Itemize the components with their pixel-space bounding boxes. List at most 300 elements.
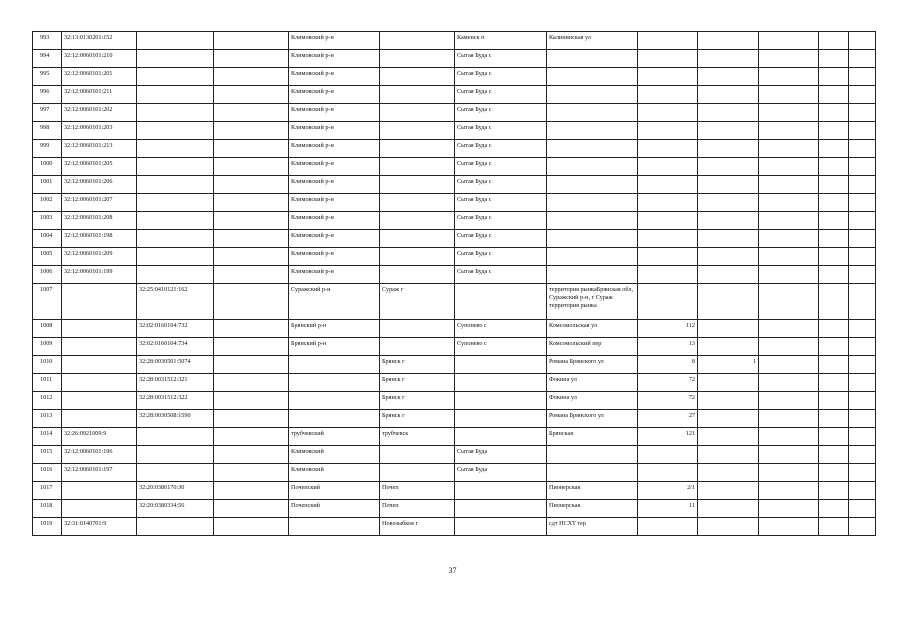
table-cell: Климовский р-н [289,50,380,68]
table-cell [455,518,547,536]
table-cell [698,500,759,518]
table-row [33,338,876,356]
table-cell: Климовский [289,446,380,464]
table-cell: Климовский р-н [289,122,380,140]
table-cell [759,446,819,464]
table-cell [380,50,455,68]
table-cell [547,194,638,212]
table-cell [380,266,455,284]
table-cell [849,158,876,176]
table-cell [455,428,547,446]
table-cell: Суражский р-н [289,284,380,320]
table-cell [759,86,819,104]
table-cell: Климовский р-н [289,68,380,86]
table-cell [819,446,849,464]
table-row [33,194,876,212]
table-cell [849,446,876,464]
table-row [33,320,876,338]
table-cell: Брянск г [380,392,455,410]
table-cell [849,212,876,230]
table-cell [214,410,289,428]
table-cell: 8 [638,356,698,374]
table-cell [214,374,289,392]
table-cell [759,212,819,230]
table-cell [638,158,698,176]
table-cell [214,50,289,68]
table-cell [819,50,849,68]
table-cell [698,176,759,194]
table-cell: 32:02:0160104:732 [137,320,214,338]
table-cell: 1012 [33,392,62,410]
table-cell: Сураж г [380,284,455,320]
table-cell [137,104,214,122]
table-cell [849,320,876,338]
table-cell: 72 [638,374,698,392]
table-cell [698,446,759,464]
table-cell [289,518,380,536]
table-cell: 1019 [33,518,62,536]
table-cell [849,356,876,374]
table-cell [849,392,876,410]
table-cell [547,158,638,176]
table-row [33,356,876,374]
table-cell [214,500,289,518]
table-cell [849,50,876,68]
table-cell [380,140,455,158]
table-cell [759,500,819,518]
table-cell [214,212,289,230]
table-cell: 995 [33,68,62,86]
table-cell [547,176,638,194]
table-cell [62,410,137,428]
table-cell [819,392,849,410]
table-cell [759,176,819,194]
table-cell [698,284,759,320]
table-cell: Пионерская [547,500,638,518]
table-cell [455,482,547,500]
table-row [33,410,876,428]
table-cell: 1016 [33,464,62,482]
table-row [33,230,876,248]
table-cell: 1009 [33,338,62,356]
table-cell [759,320,819,338]
table-cell: Каменск п [455,32,547,50]
table-cell: сдт НСХТ тер [547,518,638,536]
table-cell: 32:12:0060101:203 [62,122,137,140]
table-cell [380,122,455,140]
table-cell [849,464,876,482]
table-cell: Почеп [380,482,455,500]
table-row [33,86,876,104]
table-cell [698,50,759,68]
table-cell [638,194,698,212]
table-cell: Комсомольский пер [547,338,638,356]
table-cell [62,320,137,338]
table-cell: Брянский р-н [289,320,380,338]
table-cell: 32:12:0060101:197 [62,464,137,482]
table-cell: Фокина ул [547,392,638,410]
table-cell: Климовский р-н [289,194,380,212]
table-row [33,32,876,50]
table-cell [849,374,876,392]
table-cell: 1005 [33,248,62,266]
table-cell: Сытая Буда с [455,86,547,104]
table-cell: 32:02:0160104:734 [137,338,214,356]
table-row [33,104,876,122]
table-cell: Климовский р-н [289,266,380,284]
table-cell: Пионерская [547,482,638,500]
table-cell [819,122,849,140]
table-row [33,446,876,464]
table-cell [137,212,214,230]
table-row [33,428,876,446]
table-cell [698,482,759,500]
table-row [33,248,876,266]
table-cell [137,176,214,194]
table-cell [698,248,759,266]
table-cell [214,140,289,158]
table-cell [759,518,819,536]
table-row [33,122,876,140]
table-cell: Климовский р-н [289,32,380,50]
table-cell [759,230,819,248]
table-cell: 1018 [33,500,62,518]
table-cell: 32:20:0380170:30 [137,482,214,500]
registry-table-body [33,32,876,536]
table-cell [819,356,849,374]
table-cell [289,410,380,428]
table-cell [819,500,849,518]
table-cell: 32:12:0060101:198 [62,230,137,248]
table-cell [547,266,638,284]
table-cell [819,464,849,482]
table-cell: 32:12:0060101:207 [62,194,137,212]
table-cell [455,392,547,410]
table-cell [698,266,759,284]
table-cell [819,140,849,158]
table-cell: 994 [33,50,62,68]
table-cell [547,230,638,248]
table-cell: Сытая Буда с [455,158,547,176]
table-cell [849,104,876,122]
page-number: 37 [448,566,457,575]
table-cell [759,374,819,392]
table-cell [759,50,819,68]
table-cell [214,392,289,410]
table-cell [380,86,455,104]
table-cell: 1002 [33,194,62,212]
table-cell: Сытая Буда с [455,68,547,86]
table-row [33,500,876,518]
table-cell [698,320,759,338]
table-cell: Климовский р-н [289,176,380,194]
table-cell [849,230,876,248]
table-cell [214,86,289,104]
table-cell [698,410,759,428]
table-cell: 996 [33,86,62,104]
table-cell [214,248,289,266]
table-cell: 32:12:0060101:199 [62,266,137,284]
table-cell [137,266,214,284]
table-cell [759,356,819,374]
table-cell: Брянск г [380,356,455,374]
table-cell [759,194,819,212]
table-cell [698,464,759,482]
table-cell [759,122,819,140]
table-cell [819,320,849,338]
table-cell [214,104,289,122]
table-cell [137,518,214,536]
table-cell: 1017 [33,482,62,500]
table-cell: Сытая Буда с [455,104,547,122]
table-cell [380,176,455,194]
table-cell: 121 [638,428,698,446]
table-cell: Сытая Буда с [455,176,547,194]
table-cell: 1013 [33,410,62,428]
table-cell: 32:26:0921009:9 [62,428,137,446]
table-cell: Сытая Буда [455,446,547,464]
table-cell [547,212,638,230]
table-cell: Климовский [289,464,380,482]
table-cell [698,518,759,536]
table-cell: 1000 [33,158,62,176]
table-cell [380,464,455,482]
table-cell [759,140,819,158]
table-cell: 32:28:0030508:1590 [137,410,214,428]
table-cell [849,266,876,284]
table-cell [819,482,849,500]
table-cell: Брянский р-н [289,338,380,356]
table-cell: 11 [638,500,698,518]
table-cell: Сытая Буда с [455,230,547,248]
table-cell [547,104,638,122]
table-cell: 1001 [33,176,62,194]
table-row [33,212,876,230]
table-cell [759,266,819,284]
table-cell [759,392,819,410]
table-cell: трубчевск [380,428,455,446]
table-cell [137,50,214,68]
table-cell [380,338,455,356]
table-cell: Комсомольская ул [547,320,638,338]
table-cell [214,284,289,320]
table-cell [214,266,289,284]
table-cell [214,518,289,536]
table-cell: 1008 [33,320,62,338]
table-cell: Климовский р-н [289,140,380,158]
table-cell [547,140,638,158]
table-cell: 32:12:0060101:201 [62,68,137,86]
table-cell [380,230,455,248]
table-cell: Сытая Буда с [455,50,547,68]
table-cell [380,248,455,266]
table-cell [547,50,638,68]
table-cell [547,464,638,482]
table-cell [137,464,214,482]
table-cell: 32:12:0060101:213 [62,140,137,158]
table-cell: Климовский р-н [289,248,380,266]
table-cell: Климовский р-н [289,230,380,248]
table-cell: Климовский р-н [289,86,380,104]
table-cell: 32:31:0140701:9 [62,518,137,536]
table-cell: 32:12:0060101:208 [62,212,137,230]
table-cell [819,266,849,284]
table-cell [214,122,289,140]
table-cell [819,410,849,428]
table-cell [455,500,547,518]
table-cell [698,428,759,446]
table-cell: 32:12:0060101:210 [62,50,137,68]
table-cell [698,230,759,248]
table-cell: 1011 [33,374,62,392]
table-cell [62,338,137,356]
table-cell: Климовский р-н [289,104,380,122]
table-cell [698,338,759,356]
table-cell [819,518,849,536]
table-cell [819,374,849,392]
table-cell: Калининская ул [547,32,638,50]
table-cell [849,518,876,536]
table-cell [137,68,214,86]
table-cell: 997 [33,104,62,122]
table-cell [759,410,819,428]
table-cell: Сытая Буда с [455,122,547,140]
table-cell [547,248,638,266]
table-cell: 32:12:0060101:209 [62,248,137,266]
table-cell [137,446,214,464]
table-cell [137,86,214,104]
table-cell: Брянская [547,428,638,446]
table-row [33,68,876,86]
table-cell [455,374,547,392]
table-cell: Супонево с [455,320,547,338]
table-cell [819,230,849,248]
table-cell: 1004 [33,230,62,248]
table-cell: 32:12:0060101:205 [62,158,137,176]
table-cell [849,428,876,446]
table-cell: 32:28:0031512:322 [137,392,214,410]
table-cell [638,248,698,266]
table-cell: 32:12:0060101:211 [62,86,137,104]
table-cell: Новозыбков г [380,518,455,536]
table-cell [698,194,759,212]
table-cell: 993 [33,32,62,50]
table-cell [380,104,455,122]
table-cell: 32:25:0410121:162 [137,284,214,320]
table-cell: Почеп [380,500,455,518]
table-cell [137,140,214,158]
table-cell [137,248,214,266]
table-cell [849,284,876,320]
table-cell [819,104,849,122]
table-cell [638,464,698,482]
table-cell [214,230,289,248]
table-cell [214,68,289,86]
table-cell [455,356,547,374]
table-cell [759,32,819,50]
table-row [33,158,876,176]
table-cell [698,104,759,122]
table-cell: 32:12:0060101:206 [62,176,137,194]
table-cell: 1003 [33,212,62,230]
table-cell [638,212,698,230]
table-cell [137,428,214,446]
table-cell [638,122,698,140]
table-cell [214,338,289,356]
table-cell [638,518,698,536]
table-cell [214,158,289,176]
table-cell [214,176,289,194]
table-cell [214,320,289,338]
table-cell: Сытая Буда с [455,248,547,266]
table-cell: 32:13:0130201:152 [62,32,137,50]
table-cell [759,428,819,446]
table-cell [380,446,455,464]
table-cell [698,158,759,176]
table-cell [819,86,849,104]
table-cell [137,230,214,248]
table-cell: 32:28:0030501:5074 [137,356,214,374]
table-cell [380,320,455,338]
table-cell [849,176,876,194]
table-cell: Супонево с [455,338,547,356]
table-cell [759,482,819,500]
table-cell [819,32,849,50]
table-cell [698,32,759,50]
table-cell: Сытая Буда с [455,212,547,230]
table-cell [638,140,698,158]
table-cell [380,194,455,212]
table-cell [638,86,698,104]
table-cell: Климовский р-н [289,212,380,230]
table-cell [62,482,137,500]
table-cell [62,356,137,374]
table-cell: 1015 [33,446,62,464]
table-cell [698,122,759,140]
table-row [33,374,876,392]
table-cell [214,446,289,464]
table-cell [638,266,698,284]
table-cell: Сытая Буда [455,464,547,482]
table-cell [214,356,289,374]
table-cell [759,248,819,266]
table-cell [698,140,759,158]
table-cell [849,194,876,212]
table-row [33,284,876,320]
table-cell [819,248,849,266]
table-cell [638,446,698,464]
table-cell [380,32,455,50]
table-cell [759,338,819,356]
table-cell [62,392,137,410]
table-cell: Сытая Буда с [455,140,547,158]
table-cell [638,104,698,122]
table-cell: 72 [638,392,698,410]
table-cell [214,482,289,500]
table-cell: трубчевский [289,428,380,446]
table-cell: 998 [33,122,62,140]
table-cell [849,86,876,104]
table-cell [849,248,876,266]
table-cell: 1010 [33,356,62,374]
table-row [33,518,876,536]
table-cell [849,122,876,140]
table-row [33,266,876,284]
table-cell: Брянск г [380,374,455,392]
table-cell: 2/1 [638,482,698,500]
table-cell [380,68,455,86]
table-cell [62,284,137,320]
